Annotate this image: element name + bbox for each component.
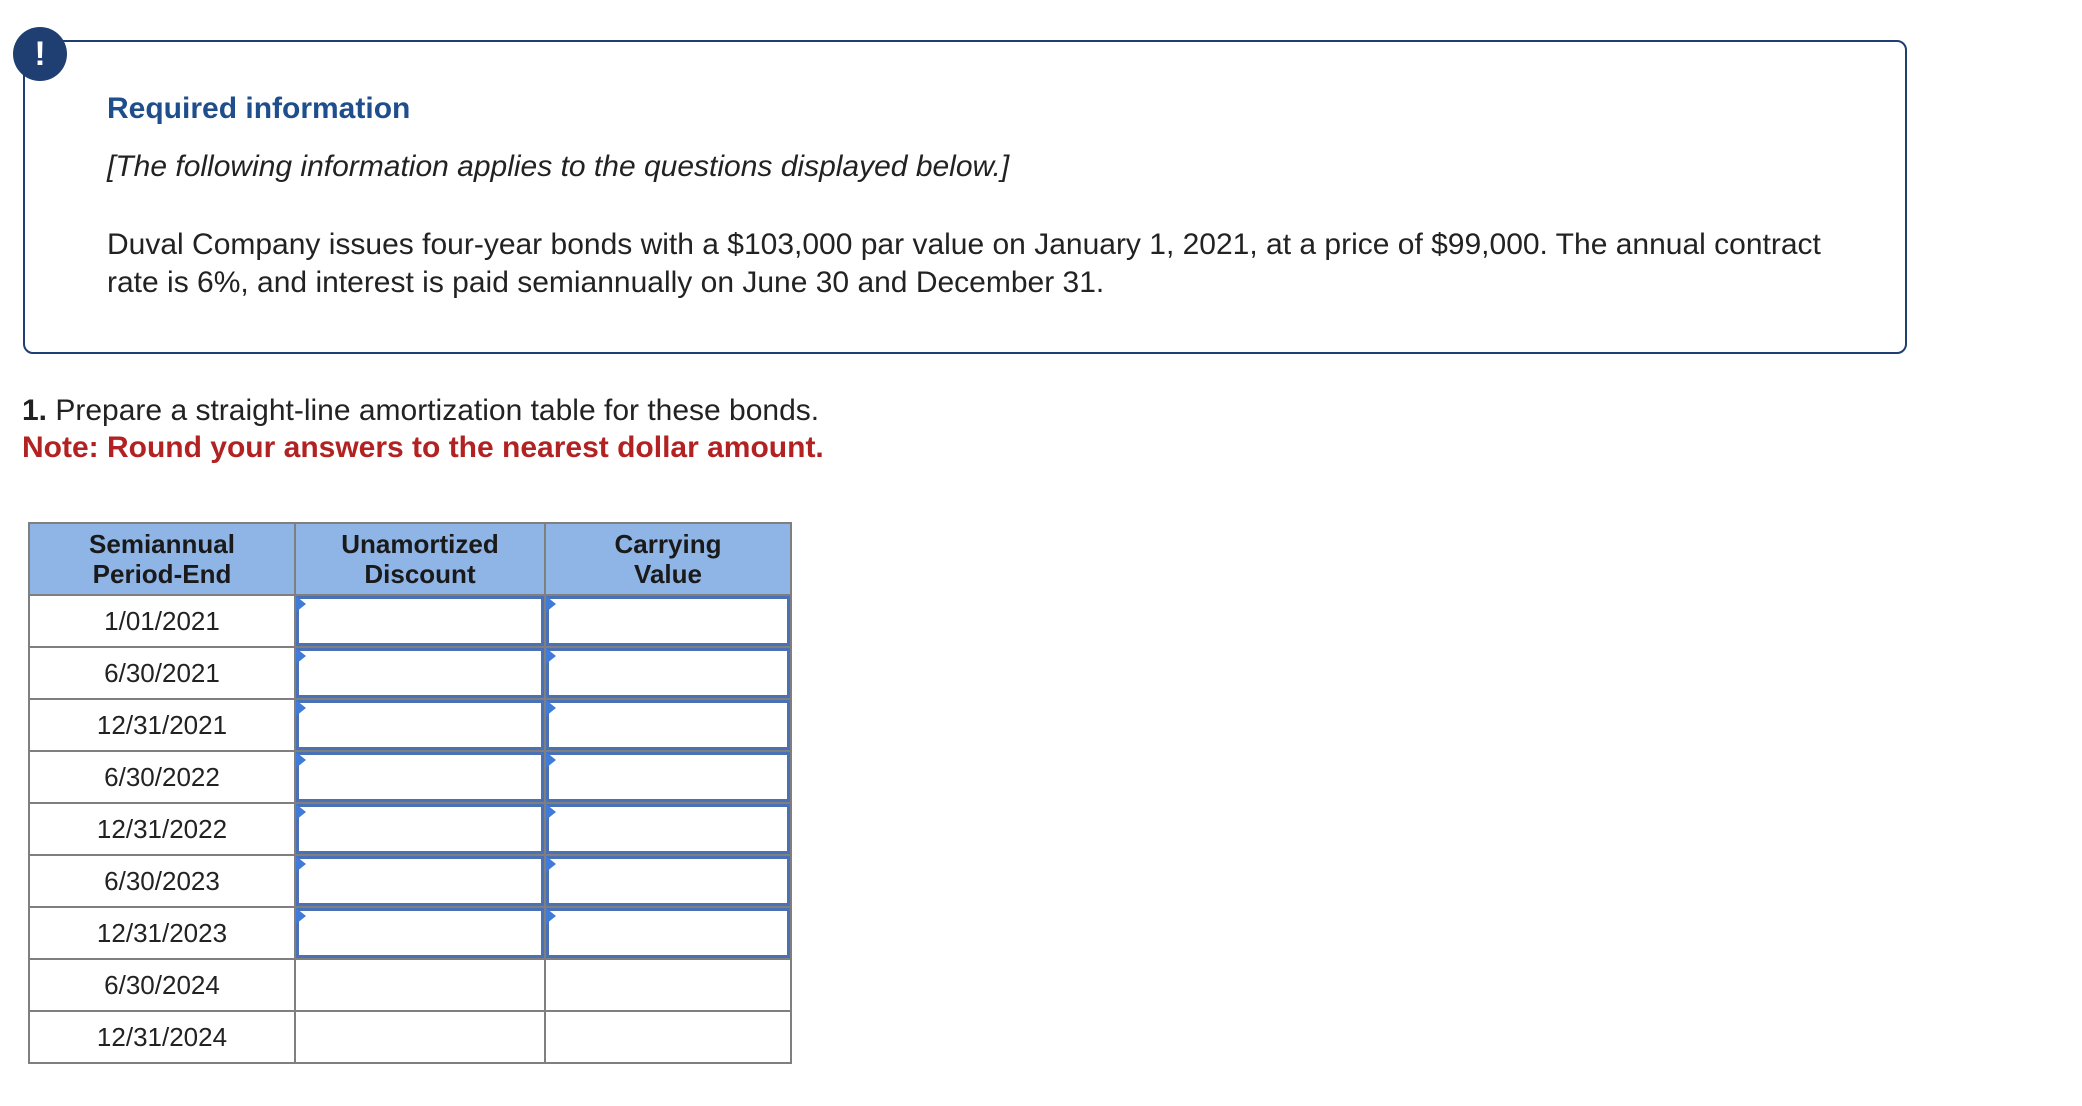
carrying-cell-empty xyxy=(545,959,791,1011)
carrying-cell-empty xyxy=(545,1011,791,1063)
carrying-cell xyxy=(545,907,791,959)
table-row xyxy=(29,699,791,751)
period-cell: 12/31/2023 xyxy=(29,907,295,959)
header-period-end xyxy=(29,523,295,595)
carrying-cell xyxy=(545,595,791,647)
info-title: Required information xyxy=(107,92,411,125)
table-row xyxy=(29,855,791,907)
period-cell: 12/31/2021 xyxy=(29,699,295,751)
header-discount-line2: Discount xyxy=(364,559,476,589)
table-row xyxy=(29,959,791,1011)
input-marker-icon xyxy=(296,804,306,820)
header-carrying-value xyxy=(545,523,791,595)
question-number: 1. xyxy=(22,394,48,427)
discount-cell xyxy=(295,907,545,959)
header-carrying-line2: Value xyxy=(634,559,702,589)
input-marker-icon xyxy=(546,856,556,872)
header-discount-line1: Unamortized xyxy=(341,529,499,559)
discount-cell xyxy=(295,647,545,699)
info-subtitle: [The following information applies to the questions displayed below.] xyxy=(107,150,1010,183)
header-period-line2: Period-End xyxy=(92,559,232,589)
table-row xyxy=(29,751,791,803)
input-marker-icon xyxy=(296,596,306,612)
table-row xyxy=(29,1011,791,1063)
carrying-value-input[interactable] xyxy=(546,596,790,646)
required-information-box xyxy=(23,40,1907,354)
input-marker-icon xyxy=(296,700,306,716)
input-marker-icon xyxy=(546,700,556,716)
info-body: Duval Company issues four-year bonds with a $103,000 par value on January 1, 2021, at a price of $99,000. The annual contract rate is 6%, and interest is paid semiannually on June 30 and December 31. xyxy=(107,228,1821,299)
unamortized-discount-input[interactable] xyxy=(296,596,544,646)
input-marker-icon xyxy=(296,648,306,664)
discount-cell xyxy=(295,699,545,751)
carrying-value-input[interactable] xyxy=(546,908,790,958)
unamortized-discount-input[interactable] xyxy=(296,752,544,802)
table-row xyxy=(29,595,791,647)
exclamation-icon: ! xyxy=(13,27,67,81)
carrying-cell xyxy=(545,855,791,907)
period-cell: 12/31/2022 xyxy=(29,803,295,855)
rounding-note: Note: Round your answers to the nearest dollar amount. xyxy=(22,431,824,464)
input-marker-icon xyxy=(296,856,306,872)
table-row xyxy=(29,907,791,959)
period-cell: 6/30/2024 xyxy=(29,959,295,1011)
period-cell: 6/30/2021 xyxy=(29,647,295,699)
input-marker-icon xyxy=(296,752,306,768)
carrying-cell xyxy=(545,647,791,699)
unamortized-discount-input[interactable] xyxy=(296,856,544,906)
carrying-value-input[interactable] xyxy=(546,700,790,750)
carrying-cell xyxy=(545,803,791,855)
discount-cell xyxy=(295,855,545,907)
question-text xyxy=(22,394,819,428)
carrying-cell xyxy=(545,699,791,751)
amortization-table xyxy=(28,522,792,1064)
carrying-cell xyxy=(545,751,791,803)
input-marker-icon xyxy=(546,752,556,768)
discount-cell xyxy=(295,803,545,855)
unamortized-discount-input[interactable] xyxy=(296,908,544,958)
carrying-value-input[interactable] xyxy=(546,648,790,698)
period-cell: 6/30/2022 xyxy=(29,751,295,803)
table-row xyxy=(29,647,791,699)
period-cell: 12/31/2024 xyxy=(29,1011,295,1063)
discount-cell-empty xyxy=(295,959,545,1011)
table-row xyxy=(29,803,791,855)
carrying-value-input[interactable] xyxy=(546,804,790,854)
question-prompt: Prepare a straight-line amortization table for these bonds. xyxy=(55,394,820,427)
unamortized-discount-input[interactable] xyxy=(296,648,544,698)
period-cell: 6/30/2023 xyxy=(29,855,295,907)
discount-cell xyxy=(295,751,545,803)
table-header-row xyxy=(29,523,791,595)
input-marker-icon xyxy=(546,804,556,820)
discount-cell-empty xyxy=(295,1011,545,1063)
unamortized-discount-input[interactable] xyxy=(296,700,544,750)
input-marker-icon xyxy=(546,596,556,612)
header-period-line1: Semiannual xyxy=(89,529,235,559)
carrying-value-input[interactable] xyxy=(546,752,790,802)
period-cell: 1/01/2021 xyxy=(29,595,295,647)
unamortized-discount-input[interactable] xyxy=(296,804,544,854)
discount-cell xyxy=(295,595,545,647)
input-marker-icon xyxy=(546,648,556,664)
input-marker-icon xyxy=(296,908,306,924)
input-marker-icon xyxy=(546,908,556,924)
header-carrying-line1: Carrying xyxy=(614,529,722,559)
carrying-value-input[interactable] xyxy=(546,856,790,906)
header-unamortized-discount xyxy=(295,523,545,595)
